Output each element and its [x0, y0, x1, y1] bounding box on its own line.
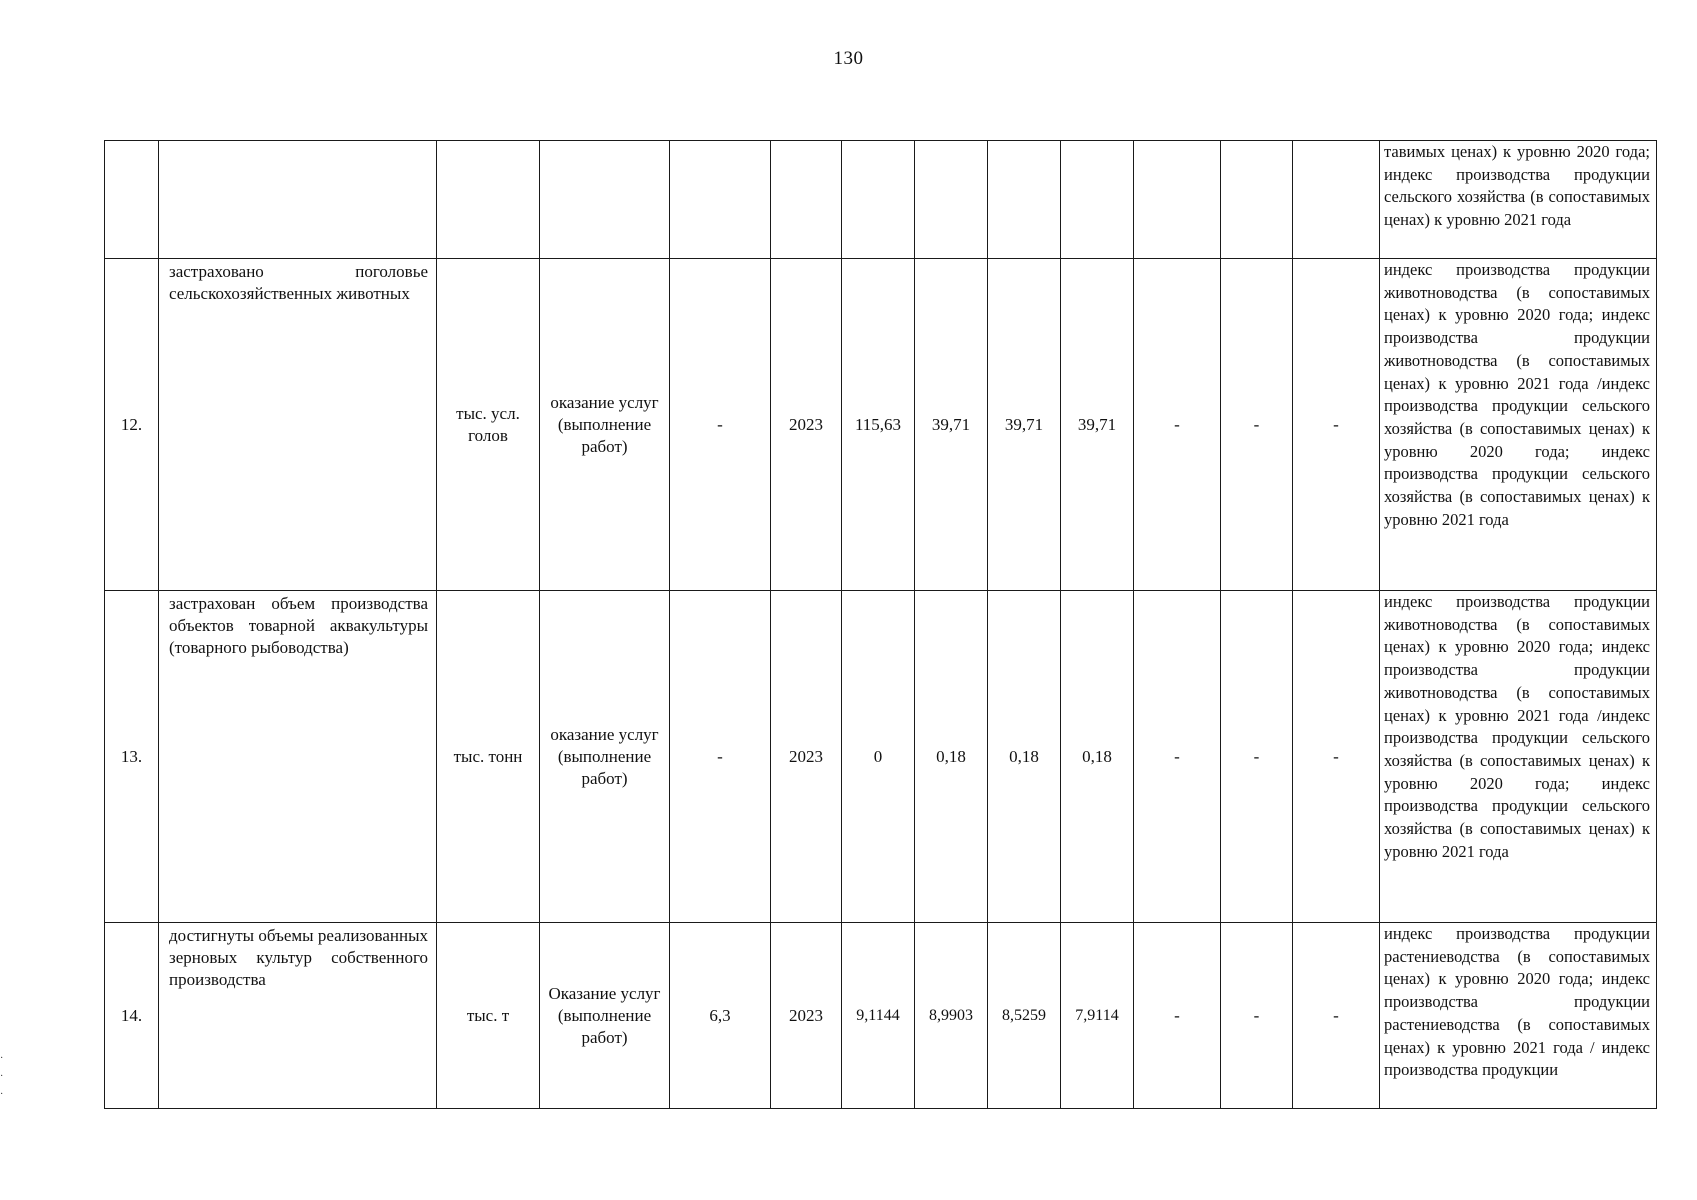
cell-type [540, 141, 670, 259]
cell-v6: - [1221, 923, 1293, 1109]
cell-description [159, 141, 437, 259]
cell-v2: 39,71 [915, 259, 988, 591]
scan-mark: · [0, 1053, 4, 1064]
cell-v6 [1221, 141, 1293, 259]
cell-v1: 9,1144 [842, 923, 915, 1109]
cell-base-year [771, 141, 842, 259]
cell-note: индекс производства продукции животноводства (в сопоставимых ценах) к уровню 2020 года; индекс производства продукции животноводства (в сопоставимых ценах) к уровню 2021 года /индекс производства продукции сельского хозяйства (в сопоставимых ценах) к уровню 2020 года; индекс производства продукции сельского хозяйства (в сопоставимых ценах) к уровню 2021 года [1380, 591, 1657, 923]
scan-mark: · [0, 1089, 4, 1100]
cell-unit: тыс. т [437, 923, 540, 1109]
cell-no: 12. [105, 259, 159, 591]
cell-description: застрахован объем производства объектов товарной аквакультуры (товарного рыбоводства) [159, 591, 437, 923]
cell-v1: 115,63 [842, 259, 915, 591]
cell-base-value: - [670, 259, 771, 591]
cell-v5: - [1134, 923, 1221, 1109]
cell-base-value [670, 141, 771, 259]
cell-v4 [1061, 141, 1134, 259]
scan-margin-marks [0, 1050, 6, 1104]
table-row-continuation [105, 141, 1657, 259]
cell-unit [437, 141, 540, 259]
cell-description: достигнуты объемы реализованных зерновых культур собственного производства [159, 923, 437, 1109]
cell-base-year: 2023 [771, 259, 842, 591]
cell-note: индекс производства продукции животноводства (в сопоставимых ценах) к уровню 2020 года; индекс производства продукции животноводства (в сопоставимых ценах) к уровню 2021 года /индекс производства продукции сельского хозяйства (в сопоставимых ценах) к уровню 2020 года; индекс производства продукции сельского хозяйства (в сопоставимых ценах) к уровню 2021 года [1380, 259, 1657, 591]
cell-base-year: 2023 [771, 923, 842, 1109]
cell-v7: - [1293, 259, 1380, 591]
cell-v3: 39,71 [988, 259, 1061, 591]
cell-type: оказание услуг (выполнение работ) [540, 259, 670, 591]
cell-v4: 7,9114 [1061, 923, 1134, 1109]
cell-v7 [1293, 141, 1380, 259]
cell-v4: 39,71 [1061, 259, 1134, 591]
cell-v2: 0,18 [915, 591, 988, 923]
cell-base-value: - [670, 591, 771, 923]
cell-v1: 0 [842, 591, 915, 923]
cell-note: индекс производства продукции растениеводства (в сопоставимых ценах) к уровню 2020 года; индекс производства продукции растениеводства (в сопоставимых ценах) к уровню 2021 года / индекс производства продукции [1380, 923, 1657, 1109]
cell-description: застраховано поголовье сельскохозяйственных животных [159, 259, 437, 591]
cell-v5 [1134, 141, 1221, 259]
cell-v3: 8,5259 [988, 923, 1061, 1109]
cell-v7: - [1293, 591, 1380, 923]
cell-v6: - [1221, 591, 1293, 923]
cell-no: 14. [105, 923, 159, 1109]
cell-v4: 0,18 [1061, 591, 1134, 923]
cell-v2: 8,9903 [915, 923, 988, 1109]
table-row [105, 259, 1657, 591]
cell-base-value: 6,3 [670, 923, 771, 1109]
cell-v5: - [1134, 259, 1221, 591]
table-row [105, 591, 1657, 923]
cell-v3 [988, 141, 1061, 259]
cell-no: 13. [105, 591, 159, 923]
cell-v2 [915, 141, 988, 259]
cell-v6: - [1221, 259, 1293, 591]
table-row [105, 923, 1657, 1109]
cell-type: оказание услуг (выполнение работ) [540, 591, 670, 923]
cell-unit: тыс. усл. голов [437, 259, 540, 591]
scan-mark: · [0, 1071, 4, 1082]
cell-no [105, 141, 159, 259]
cell-type: Оказание услуг (выполнение работ) [540, 923, 670, 1109]
indicators-table [104, 140, 1657, 1109]
cell-v7: - [1293, 923, 1380, 1109]
cell-v5: - [1134, 591, 1221, 923]
cell-v1 [842, 141, 915, 259]
cell-base-year: 2023 [771, 591, 842, 923]
cell-note: тавимых ценах) к уровню 2020 года; индекс производства продукции сельского хозяйства (в сопоставимых ценах) к уровню 2021 года [1380, 141, 1657, 259]
cell-v3: 0,18 [988, 591, 1061, 923]
cell-unit: тыс. тонн [437, 591, 540, 923]
page-number: 130 [833, 48, 864, 69]
